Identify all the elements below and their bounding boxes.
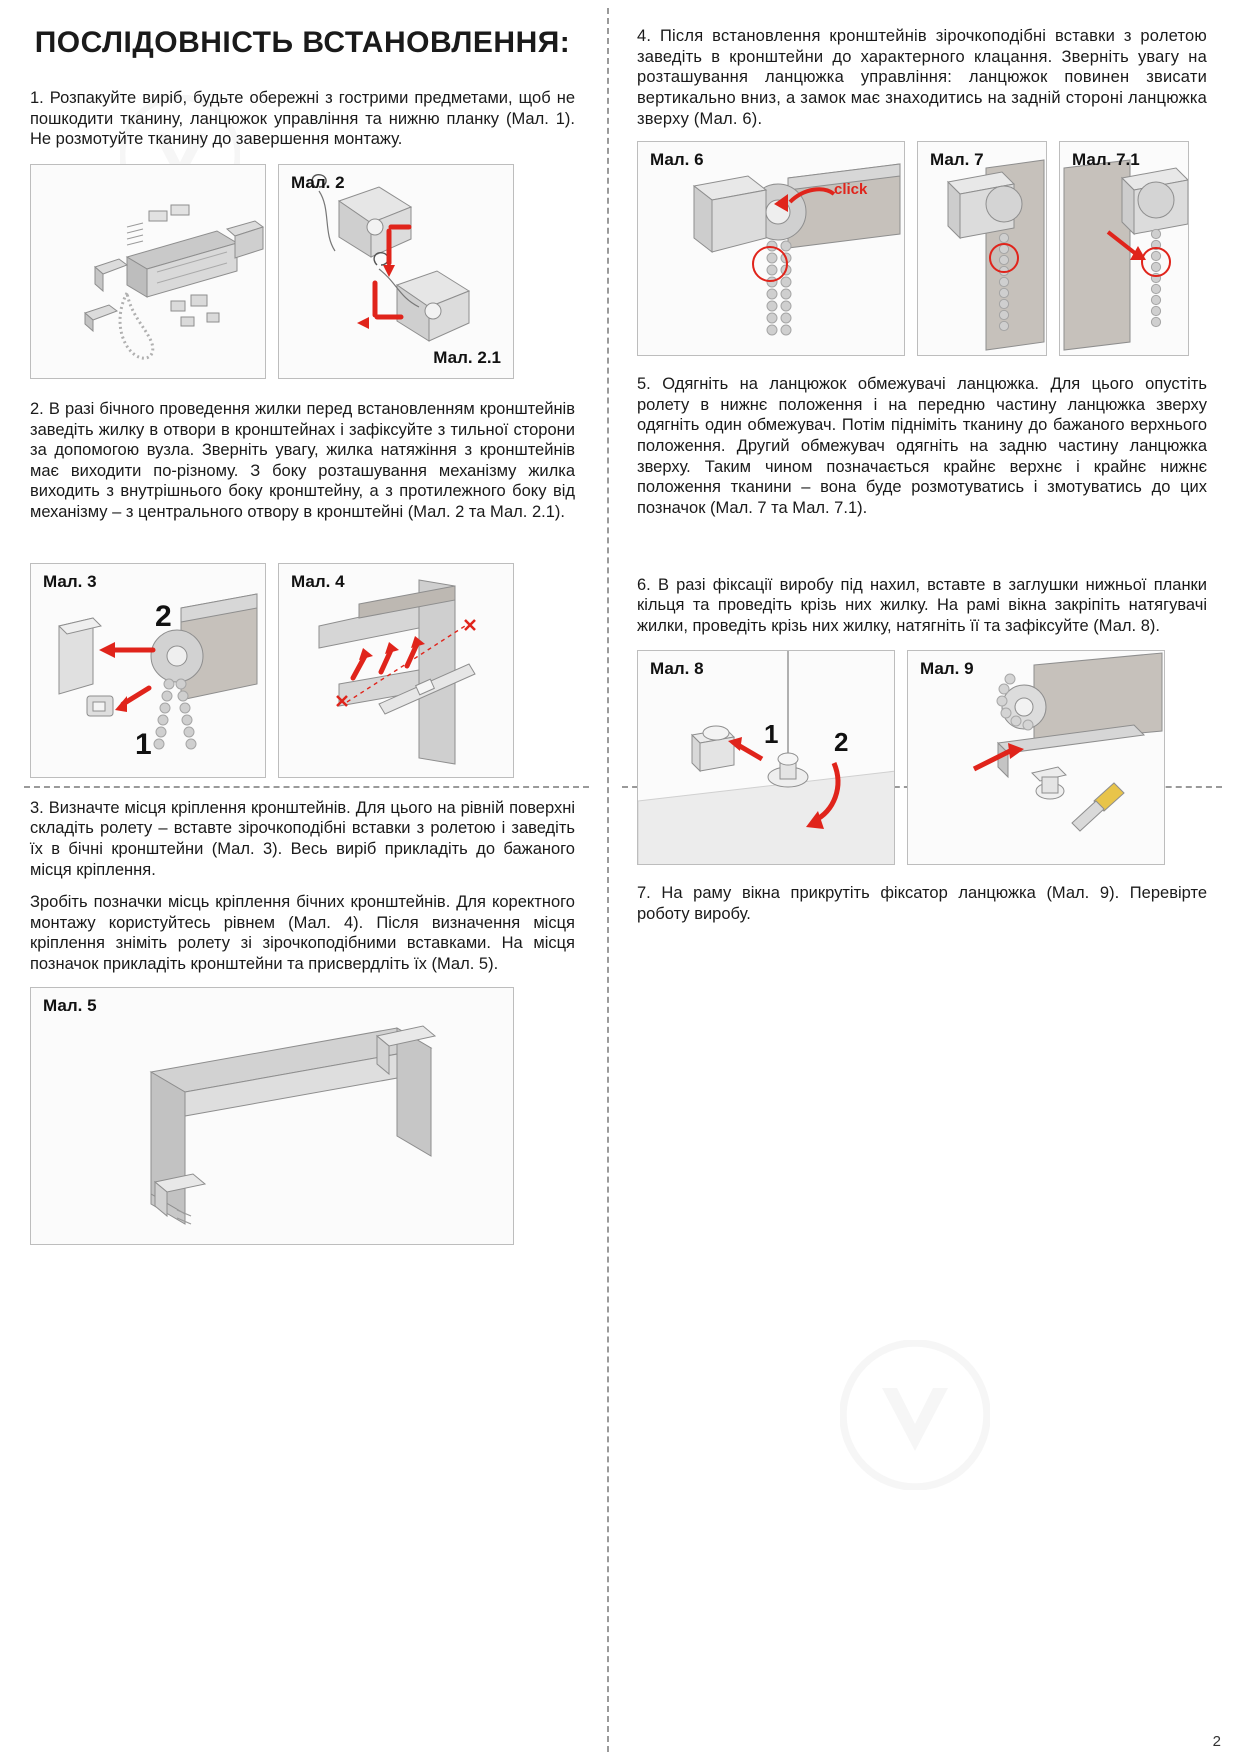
figure-9-drawing [908, 651, 1165, 865]
figure-7-1-drawing [1060, 142, 1189, 356]
figure-row-3 [637, 141, 1207, 356]
figure-8-number-2: 2 [834, 727, 849, 758]
figure-6-drawing [638, 142, 905, 356]
right-column [637, 26, 1207, 937]
step-3-text-a: 3. Визначте місця кріплення кронштейнів. Для цього на рівній поверхні складіть ролету – вставте зірочкоподібні вставки з ролетою і заведіть їх в бічні кронштейни (Мал. 3). Весь виріб прикладіть до бажаного місця кріплення. [30, 798, 575, 879]
svg-text:2: 2 [155, 599, 172, 633]
figure-8 [637, 650, 895, 865]
figure-3 [30, 563, 266, 778]
figure-8-number-1: 1 [764, 719, 779, 750]
figure-row-4 [637, 650, 1207, 865]
figure-1-drawing [31, 165, 266, 379]
figure-5-label: Мал. 5 [43, 995, 97, 1015]
figure-4-label: Мал. 4 [291, 571, 345, 591]
figure-5 [30, 987, 514, 1245]
step-7-text: 7. На раму вікна прикрутіть фіксатор ланцюжка (Мал. 9). Перевірте роботу виробу. [637, 884, 1207, 923]
figure-5-drawing [31, 988, 514, 1245]
step-6-text: 6. В разі фіксації виробу під нахил, вставте в заглушки нижньої планки кільця та проведіть крізь них жилку. На рамі вікна закріпіть натягувачі жилки, проведіть крізь них жилку, натягніть її та зафіксуйте (Мал. 8). [637, 575, 1207, 635]
figure-1 [30, 164, 266, 379]
step-2-text: 2. В разі бічного проведення жилки перед встановленням кронштейнів заведіть жилку в отвори в кронштейнах і зафіксуйте з тильної сторони за допомогою вузла. Зверніть увагу, жилка натяжіння з кронштейнів має виходити по-різному. З боку розташування механізму жилка виходить з внутрішнього боку кронштейну, а з протилежного боку від механізму – з центрального отвору в кронштейні (Мал. 2 та Мал. 2.1). [30, 399, 575, 521]
watermark-logo-bottom [840, 1340, 990, 1495]
column-divider [607, 8, 609, 1752]
figure-6 [637, 141, 905, 356]
figure-3-drawing [31, 564, 266, 778]
step-4-text: 4. Після встановлення кронштейнів зірочкоподібні вставки з ролетою заведіть в кронштейни до характерного клацання. Зверніть увагу на розташування ланцюжка управління: ланцюжок повинен звисати вертикально вниз, а замок має знаходитись на задній стороні ланцюжка зверху (Мал. 6). [637, 27, 1207, 128]
figure-6-label: Мал. 6 [650, 150, 704, 170]
step-5-text: 5. Одягніть на ланцюжок обмежувачі ланцюжка. Для цього опустіть ролету в нижнє положення і на передню частину ланцюжка зверху одягніть один обмежувач. Потім підніміть тканину до бажаного верхнього положення. Другий обмежувач одягніть на задню частину ланцюжка зверху. Таким чином позначається крайнє верхнє і крайнє нижнє положення тканини – вона буде розмотуватись і змотуватись до цих позначок (Мал. 7 та Мал. 7.1). [637, 375, 1207, 517]
figure-2 [278, 164, 514, 379]
svg-text:1: 1 [135, 727, 152, 761]
figure-8-label: Мал. 8 [650, 659, 704, 679]
figure-7-1 [1059, 141, 1189, 356]
figure-9-label: Мал. 9 [920, 659, 974, 679]
figure-2-label: Мал. 2 [291, 172, 345, 192]
figure-7-1-label: Мал. 7.1 [1072, 150, 1140, 170]
figure-9 [907, 650, 1165, 865]
figure-7 [917, 141, 1047, 356]
figure-2-1-label: Мал. 2.1 [433, 347, 501, 367]
figure-8-drawing [638, 651, 895, 865]
figure-2-drawing [279, 165, 514, 379]
figure-4-drawing [279, 564, 514, 778]
figure-row-1 [30, 164, 575, 379]
step-1-text: 1. Розпакуйте виріб, будьте обережні з гострими предметами, щоб не пошкодити тканину, ланцюжок управління та нижню планку (Мал. 1). Не розмотуйте тканину до завершення монтажу. [30, 89, 575, 149]
figure-7-label: Мал. 7 [930, 150, 984, 170]
figure-6-click-text: click [834, 181, 868, 199]
page-number: 2 [1212, 1733, 1221, 1750]
figure-row-2 [30, 563, 575, 778]
step-3-text-b: Зробіть позначки місць кріплення бічних кронштейнів. Для коректного монтажу користуйтесь рівнем (Мал. 4). Після визначення місця кріплення зніміть ролету зі зірочкоподібними вставками. На місця позначок прикладіть кронштейни та присвердліть їх (Мал. 5). [30, 893, 575, 973]
figure-3-label: Мал. 3 [43, 571, 97, 591]
figure-4 [278, 563, 514, 778]
figure-7-drawing [918, 142, 1047, 356]
left-column [30, 26, 575, 1245]
page-title: ПОСЛІДОВНІСТЬ ВСТАНОВЛЕННЯ: [34, 26, 571, 59]
